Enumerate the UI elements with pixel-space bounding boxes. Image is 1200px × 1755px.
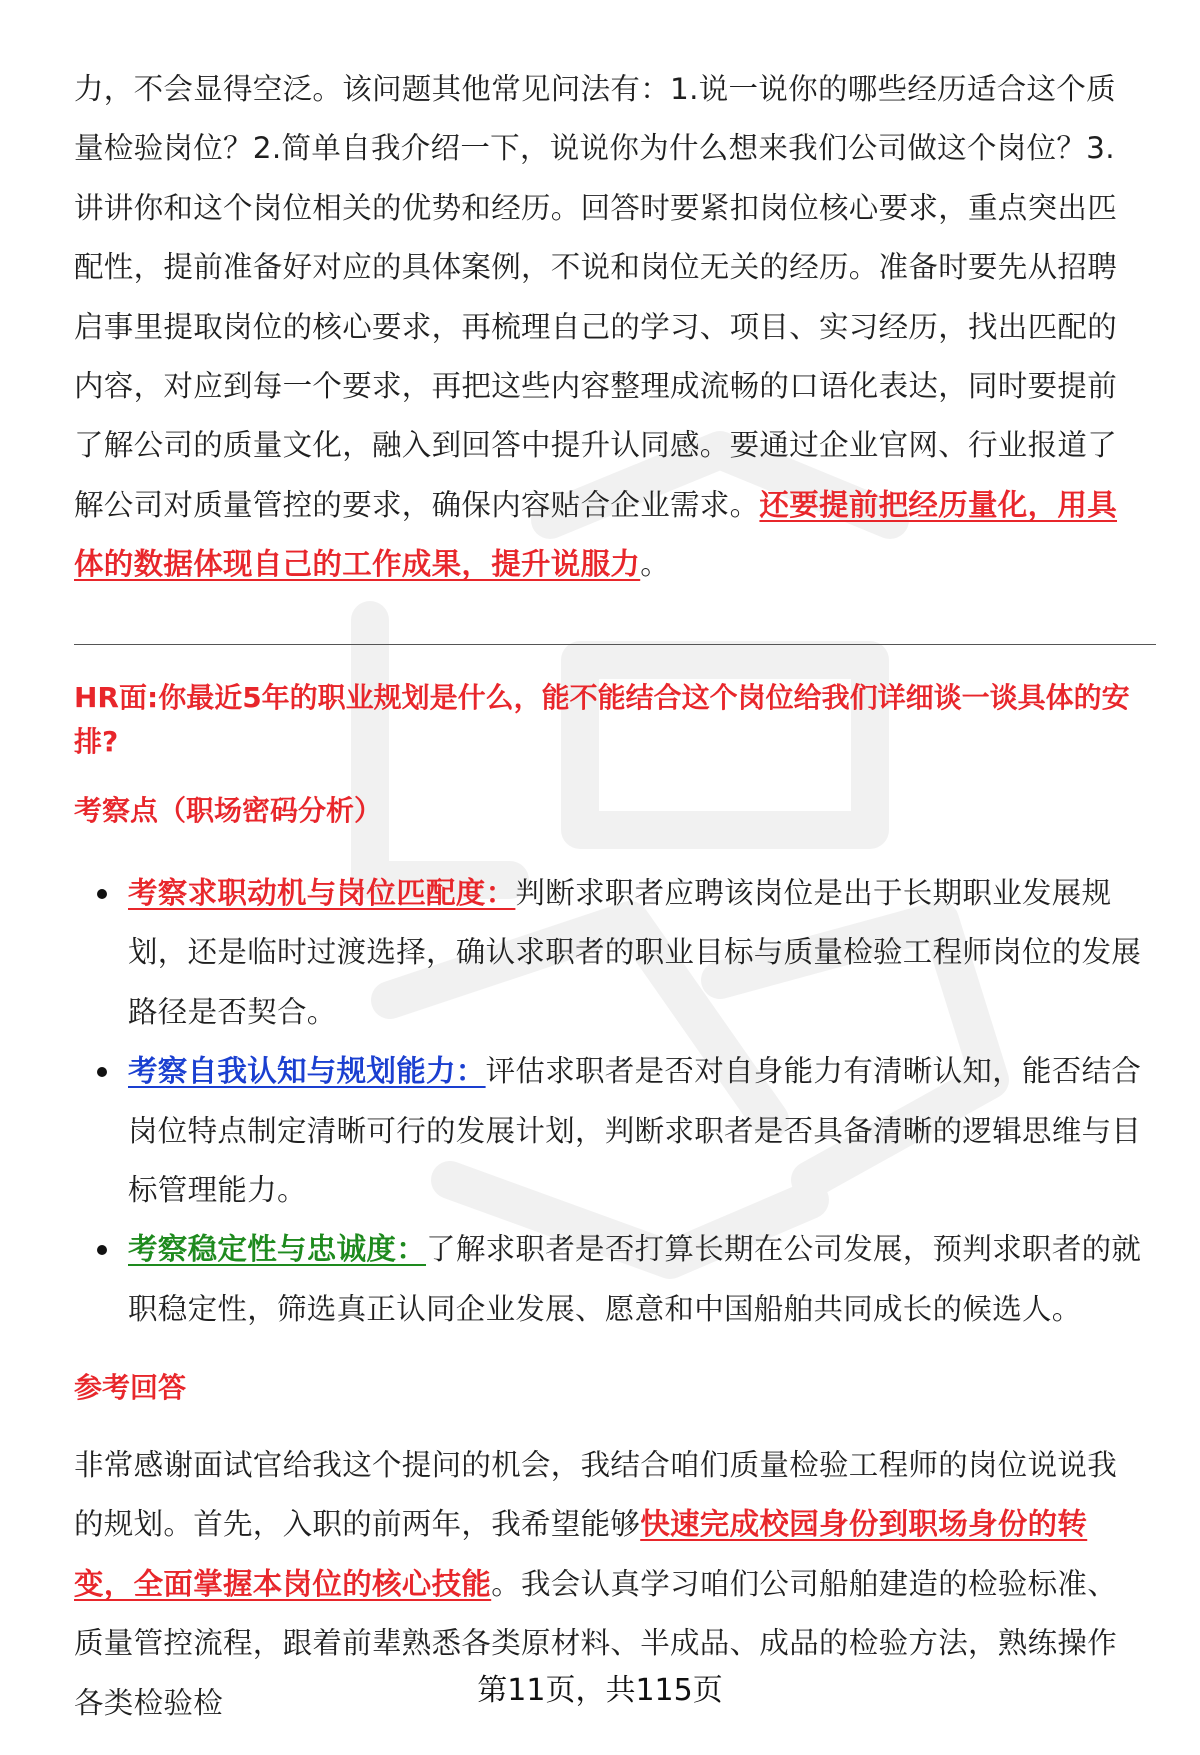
analysis-heading: 考察点（职场密码分析） <box>74 794 383 827</box>
analysis-item-label: 考察稳定性与忠诚度： <box>128 1232 427 1267</box>
analysis-item-stability <box>74 1220 1150 1339</box>
intro-text: 力，不会显得空泛。该问题其他常见问法有：1.说一说你的哪些经历适合这个质量检验岗位？2.简单自我介绍一下，说说你为什么想来我们公司做这个岗位？3.讲讲你和这个岗位相关的优势和经历。回答时要紧扣岗位核心要求，重点突出匹配性，提前准备好对应的具体案例，不说和岗位无关的经历。准备时要先从招聘启事里提取岗位的核心要求，再梳理自己的学习、项目、实习经历，找出匹配的内容，对应到每一个要求，再把这些内容整理成流畅的口语化表达，同时要提前了解公司的质量文化，融入到回答中提升认同感。要通过企业官网、行业报道了解公司对质量管控的要求，确保内容贴合企业需求。 <box>74 72 1118 522</box>
question-title: HR面:你最近5年的职业规划是什么，能不能结合这个岗位给我们详细谈一谈具体的安排? <box>74 681 1130 758</box>
bullet-dot-icon <box>97 889 107 899</box>
analysis-item-self-awareness <box>74 1042 1150 1220</box>
reference-heading: 参考回答 <box>74 1371 187 1404</box>
analysis-item-text: 了解求职者是否打算长期在公司发展，预判求职者的就职稳定性，筛选真正认同企业发展、愿意和中国船舶共同成长的候选人。 <box>128 1232 1142 1326</box>
reference-highlight: 快速完成校园身份到职场身份的转变，全面掌握本岗位的核心技能 <box>74 1507 1088 1601</box>
analysis-item-label: 考察求职动机与岗位匹配度： <box>128 876 516 910</box>
bullet-dot-icon <box>97 1245 107 1255</box>
intro-end: 。 <box>640 547 671 582</box>
analysis-item-text: 评估求职者是否对自身能力有清晰认知，能否结合岗位特点制定清晰可行的发展计划，判断求职者是否具备清晰的逻辑思维与目标管理能力。 <box>128 1054 1142 1208</box>
intro-paragraph <box>74 60 1144 595</box>
bullet-dot-icon <box>97 1067 107 1077</box>
analysis-list <box>74 864 1150 1339</box>
reference-text: 非常感谢面试官给我这个提问的机会，我结合咱们质量检验工程师的岗位说说我的规划。首先，入职的前两年，我希望能够 <box>74 1448 1118 1542</box>
analysis-item-text: 判断求职者应聘该岗位是出于长期职业发展规划，还是临时过渡选择，确认求职者的职业目标与质量检验工程师岗位的发展路径是否契合。 <box>128 876 1142 1029</box>
analysis-item-motivation <box>74 864 1150 1042</box>
intro-section <box>74 60 1144 595</box>
analysis-item-label: 考察自我认知与规划能力： <box>128 1054 486 1089</box>
intro-highlight: 还要提前把经历量化，用具体的数据体现自己的工作成果，提升说服力 <box>74 487 1118 582</box>
reference-text-cont: 。我会认真学习咱们公司船舶建造的检验标准、质量管控流程，跟着前辈熟悉各类原材料、半成品、成品的检验方法，熟练操作各类检验检 <box>74 1566 1118 1720</box>
section-divider <box>74 644 1156 645</box>
page-number: 第11页，共115页 <box>477 1673 723 1708</box>
